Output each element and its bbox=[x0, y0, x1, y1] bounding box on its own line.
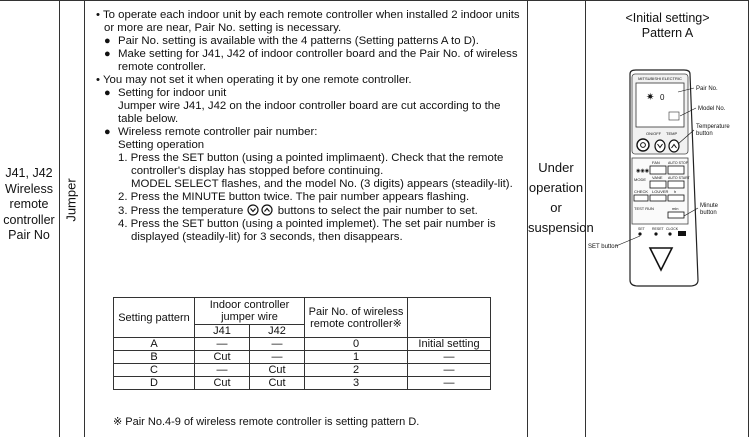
step-item: 4. Press the SET button (using a pointed implemet). The set pair number is displayed (steadily-lit) for 3 seconds, then disappears. bbox=[118, 218, 496, 243]
set-button[interactable] bbox=[638, 232, 641, 235]
auto-start-button[interactable] bbox=[668, 181, 684, 188]
auto-stop-button[interactable] bbox=[668, 166, 684, 174]
remote-brand: MITSUBISHI ELECTRIC bbox=[638, 76, 682, 81]
svg-text:Model No.: Model No. bbox=[698, 106, 726, 112]
onoff-button[interactable] bbox=[637, 139, 649, 151]
table-header: Indoor controller jumper wire bbox=[195, 298, 305, 325]
svg-text:button: button bbox=[700, 210, 717, 216]
step-item: 2. Press the MINUTE button twice. The pair number appears flashing. bbox=[118, 191, 470, 203]
category-cell bbox=[59, 0, 83, 437]
initial-setting-title: <Initial setting> bbox=[625, 11, 710, 25]
svg-text:SET: SET bbox=[638, 227, 645, 231]
fan-key-icon: ◉◉◉ bbox=[636, 168, 650, 174]
temp-up-button[interactable] bbox=[669, 140, 679, 152]
table-header bbox=[408, 298, 491, 338]
svg-text:Minute: Minute bbox=[700, 203, 719, 209]
intro-note: • To operate each indoor unit by each remote controller when installed 2 indoor units or more are near, Pair No. setting is necessary. bbox=[96, 9, 520, 34]
svg-text:AUTO STOP: AUTO STOP bbox=[668, 161, 689, 165]
step-item: 3. Press the temperature buttons to select the pair number to set. bbox=[118, 205, 478, 217]
initial-setting-cell bbox=[586, 11, 749, 41]
item-name-cell: J41, J42 Wireless remote controller Pair No bbox=[3, 166, 55, 242]
svg-text:MODE: MODE bbox=[634, 177, 646, 182]
svg-text:Temperature: Temperature bbox=[696, 124, 730, 130]
table-header: Pair No. of wireless remote controller※ bbox=[305, 298, 408, 338]
svg-text:SET button: SET button bbox=[588, 244, 618, 250]
reset-button[interactable] bbox=[654, 232, 657, 235]
intro-note: • You may not set it when operating it by one remote controller. bbox=[96, 74, 412, 86]
bullet-item: ● Make setting for J41, J42 of indoor controller board and the Pair No. of wireless remote controller. bbox=[96, 48, 526, 74]
table-row: D Cut Cut 3 — bbox=[114, 377, 491, 390]
svg-text:CLOCK: CLOCK bbox=[666, 227, 679, 231]
svg-text:AUTO START: AUTO START bbox=[668, 176, 690, 180]
bullet-item: ● Setting for indoor unit bbox=[96, 87, 526, 100]
remote-controller-illustration bbox=[586, 68, 749, 288]
table-header: Setting pattern bbox=[114, 298, 195, 338]
table-row: B Cut — 1 — bbox=[114, 351, 491, 364]
bullet-text: Jumper wire J41, J42 on the indoor controller board are cut according to the table below. bbox=[118, 100, 501, 125]
table-row: A — — 0 Initial setting bbox=[114, 338, 491, 351]
clock-button[interactable] bbox=[668, 232, 671, 235]
svg-text:TEMP: TEMP bbox=[666, 131, 678, 136]
remote-controller-icon bbox=[586, 68, 749, 288]
pattern-table bbox=[113, 297, 491, 390]
check-button[interactable] bbox=[634, 195, 648, 201]
table-header: J42 bbox=[250, 325, 305, 338]
table-header: J41 bbox=[195, 325, 250, 338]
svg-text:TEST RUN: TEST RUN bbox=[634, 206, 654, 211]
svg-text:VANE: VANE bbox=[652, 175, 663, 180]
hour-button[interactable] bbox=[668, 195, 684, 201]
battery-icon bbox=[678, 231, 686, 236]
svg-text:CHECK: CHECK bbox=[634, 189, 649, 194]
step-item: MODEL SELECT flashes, and the model No. (3 digits) appears (steadily-lit). bbox=[131, 178, 513, 190]
fan-button[interactable] bbox=[650, 166, 666, 174]
description-cell bbox=[96, 9, 526, 244]
svg-text:RESET: RESET bbox=[652, 227, 664, 231]
table-row: C — Cut 2 — bbox=[114, 364, 491, 377]
louver-button[interactable] bbox=[650, 195, 666, 201]
category-label: Jumper bbox=[63, 178, 79, 222]
svg-text:button: button bbox=[696, 131, 713, 137]
vane-button[interactable] bbox=[650, 181, 666, 188]
svg-text:h: h bbox=[674, 189, 677, 194]
svg-text:min: min bbox=[672, 206, 679, 211]
step-item: 1. Press the SET button (using a pointed implimaent). Check that the remote controller's display has stopped before continuing. bbox=[118, 152, 504, 177]
display-digit: 0 bbox=[660, 93, 665, 102]
initial-pattern: Pattern A bbox=[641, 26, 694, 40]
temperature-buttons-icon bbox=[247, 204, 275, 216]
setting-operation-heading: Setting operation bbox=[118, 139, 205, 151]
svg-text:FAN: FAN bbox=[652, 160, 660, 165]
svg-text:LOUVER: LOUVER bbox=[652, 189, 669, 194]
svg-text:ON/OFF: ON/OFF bbox=[646, 131, 662, 136]
sparkle-icon: ✷ bbox=[646, 92, 655, 103]
bullet-item: ● Wireless remote controller pair number: bbox=[96, 126, 526, 139]
column-divider bbox=[84, 0, 85, 437]
svg-text:Pair No.: Pair No. bbox=[696, 86, 718, 92]
status-cell: Under operation or suspension bbox=[528, 160, 594, 235]
table-footnote: ※ Pair No.4-9 of wireless remote controller is setting pattern D. bbox=[113, 416, 420, 428]
minute-button[interactable] bbox=[668, 212, 684, 218]
temp-down-button[interactable] bbox=[655, 140, 665, 152]
bullet-item: ● Pair No. setting is available with the 4 patterns (Setting patterns A to D). bbox=[96, 35, 526, 48]
